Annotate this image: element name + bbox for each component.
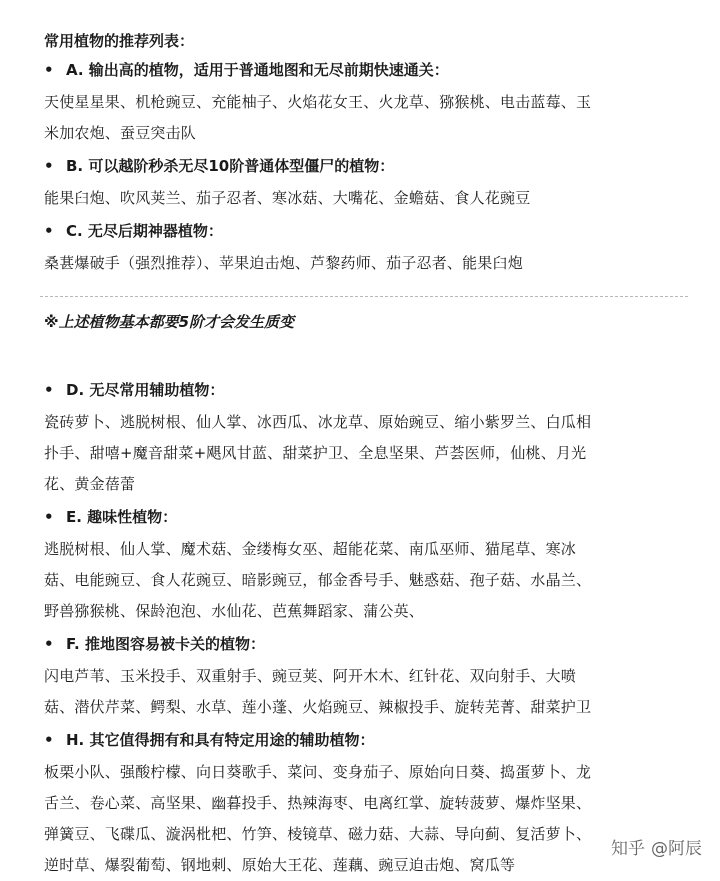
bullet-icon: • — [44, 157, 54, 175]
bullet-icon: • — [44, 508, 54, 526]
watermark — [611, 834, 702, 859]
plant-list-line: 舌兰、卷心菜、高坚果、幽暮投手、热辣海枣、电离红掌、旋转菠萝、爆炸坚果、 — [44, 794, 592, 812]
section-heading — [44, 633, 684, 655]
plant-list — [44, 661, 684, 723]
plant-list-line: 天使星星果、机枪豌豆、充能柚子、火焰花女王、火龙草、猕猴桃、电击蓝莓、玉 — [44, 93, 592, 111]
bullet-icon: • — [44, 61, 54, 79]
watermark-site: 知乎 — [611, 839, 645, 859]
plant-list-line: 菇、潜伏芹菜、鳄梨、水草、莲小蓬、火焰豌豆、辣椒投手、旋转芜菁、甜菜护卫 — [44, 698, 592, 716]
bullet-icon: • — [44, 222, 54, 240]
section-heading — [44, 220, 684, 242]
plant-list — [44, 183, 684, 214]
section-heading-text: C. 无尽后期神器植物： — [66, 222, 223, 240]
plant-list-line: 花、黄金蓓蕾 — [44, 475, 136, 493]
section-heading-text: B. 可以越阶秒杀无尽10阶普通体型僵尸的植物： — [66, 157, 395, 175]
plant-list-line: 桑葚爆破手（强烈推荐）、苹果迫击炮、芦黎药师、茄子忍者、能果臼炮 — [44, 254, 523, 272]
plant-list-line: 逆时草、爆裂葡萄、钢地刺、原始大王花、莲藕、豌豆迫击炮、窝瓜等 — [44, 856, 516, 874]
document-body — [44, 30, 684, 881]
bullet-icon: • — [44, 731, 54, 749]
bullet-icon: • — [44, 381, 54, 399]
bullet-icon: • — [44, 635, 54, 653]
section-heading — [44, 506, 684, 528]
plant-list-line: 瓷砖萝卜、逃脱树根、仙人掌、冰西瓜、冰龙草、原始豌豆、缩小紫罗兰、白瓜相 — [44, 413, 592, 431]
section-group-top — [44, 59, 684, 279]
section-heading-text: D. 无尽常用辅助植物： — [66, 381, 225, 399]
section-heading — [44, 59, 684, 81]
plant-list — [44, 757, 684, 881]
plant-list — [44, 534, 684, 627]
plant-list-line: 弹簧豆、飞碟瓜、漩涡枇杷、竹笋、棱镜草、磁力菇、大蒜、导向蓟、复活萝卜、 — [44, 825, 592, 843]
section-heading — [44, 729, 684, 751]
plant-list — [44, 248, 684, 279]
plant-list-line: 扑手、甜嘻+魔音甜菜+飓风甘蓝、甜菜护卫、全息坚果、芦荟医师，仙桃、月光 — [44, 444, 587, 462]
plant-list-line: 野兽猕猴桃、保龄泡泡、水仙花、芭蕉舞蹈家、蒲公英、 — [44, 602, 425, 620]
section-heading — [44, 379, 684, 401]
plant-list-line: 能果臼炮、吹风荚兰、茄子忍者、寒冰菇、大嘴花、金蟾菇、食人花豌豆 — [44, 189, 531, 207]
plant-list-line: 闪电芦苇、玉米投手、双重射手、豌豆荚、阿开木木、红针花、双向射手、大喷 — [44, 667, 577, 685]
section-heading-text: A. 输出高的植物，适用于普通地图和无尽前期快速通关： — [66, 61, 449, 79]
section-heading-text: E. 趣味性植物： — [66, 508, 178, 526]
watermark-author: @阿辰 — [651, 839, 702, 859]
plant-list-line: 板栗小队、强酸柠檬、向日葵歌手、菜问、变身茄子、原始向日葵、捣蛋萝卜、龙 — [44, 763, 592, 781]
note-text: ※上述植物基本都要5阶才会发生质变 — [44, 313, 295, 331]
section-heading-text: H. 其它值得拥有和具有特定用途的辅助植物： — [66, 731, 375, 749]
plant-list — [44, 407, 684, 500]
plant-list — [44, 87, 684, 149]
plant-list-line: 米加农炮、蚕豆突击队 — [44, 124, 197, 142]
plant-list-line: 菇、电能豌豆、食人花豌豆、暗影豌豆，郁金香号手、魅惑菇、孢子菇、水晶兰、 — [44, 571, 592, 589]
plant-list-line: 逃脱树根、仙人掌、魔术菇、金缕梅女巫、超能花菜、南瓜巫师、猫尾草、寒冰 — [44, 540, 577, 558]
section-group-bottom — [44, 379, 684, 881]
section-heading — [44, 155, 684, 177]
page-title: 常用植物的推荐列表： — [44, 32, 195, 50]
section-heading-text: F. 推地图容易被卡关的植物： — [66, 635, 265, 653]
dashed-divider — [40, 296, 688, 297]
